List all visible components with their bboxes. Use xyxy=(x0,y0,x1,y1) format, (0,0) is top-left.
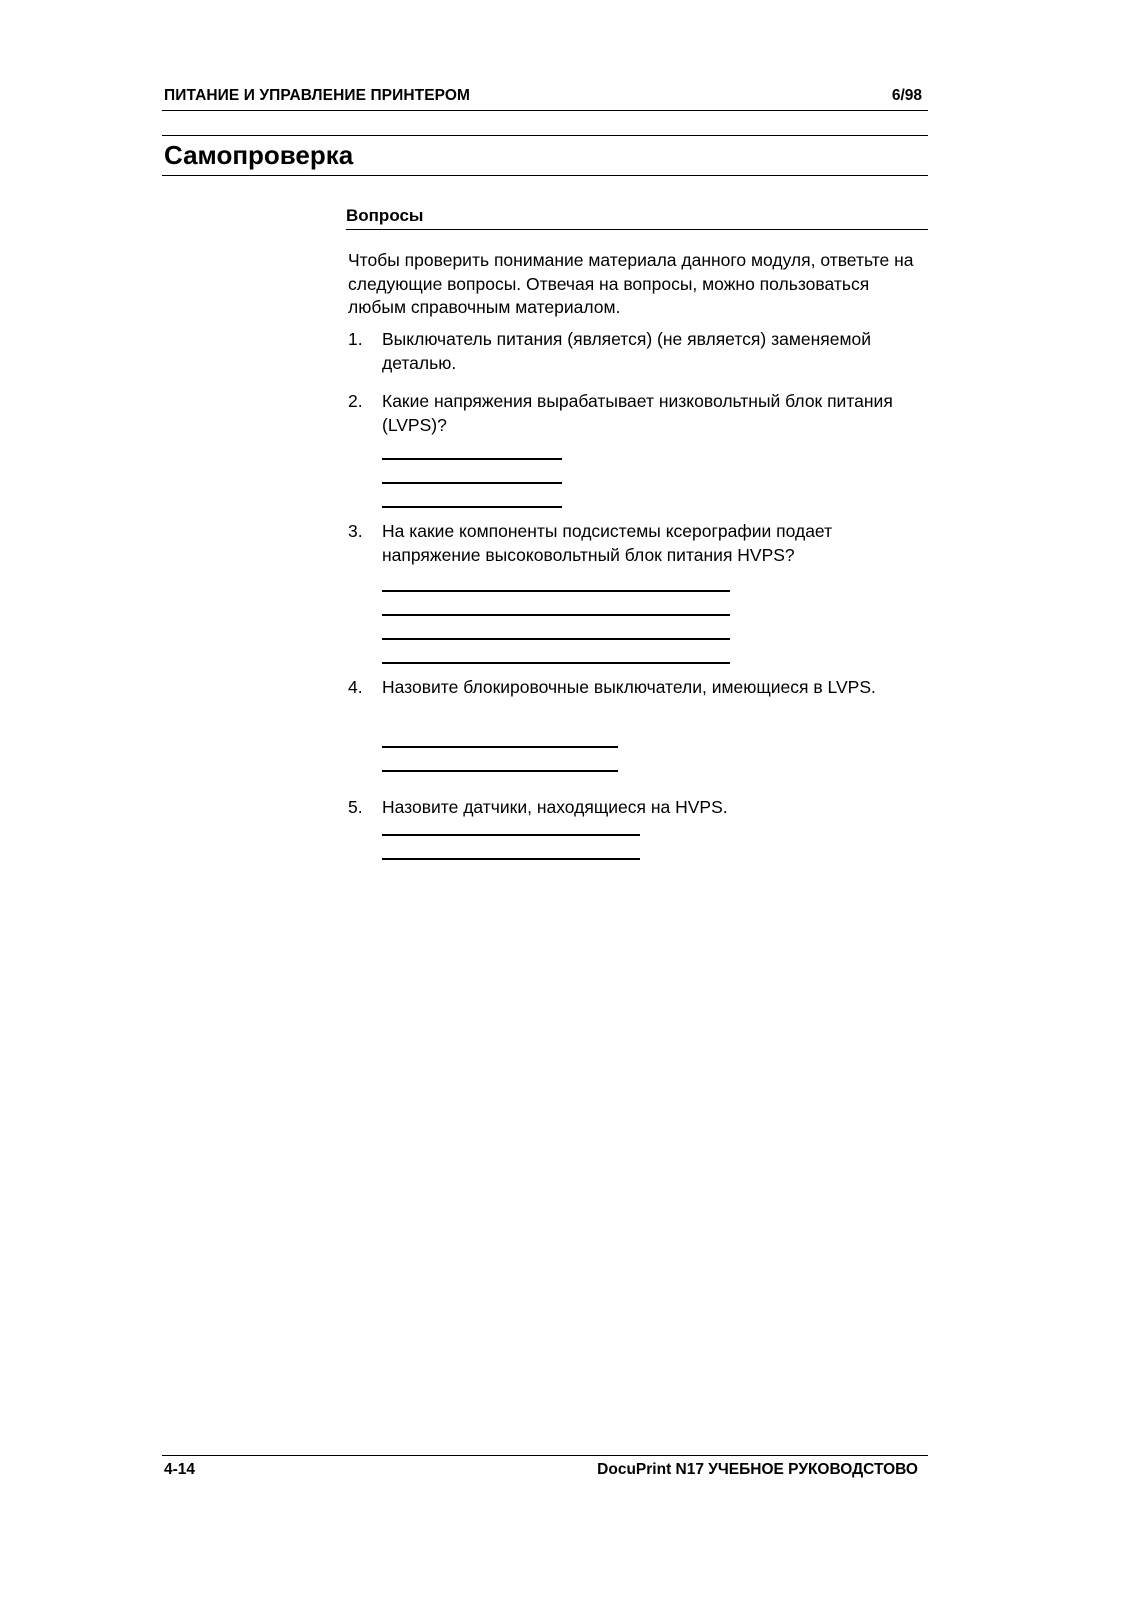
page-header xyxy=(162,84,928,111)
question-text: Назовите датчики, находящиеся на HVPS. xyxy=(382,797,728,817)
question-text: Какие напряжения вырабатывает низковольтный блок питания (LVPS)? xyxy=(382,391,893,435)
section-heading: Вопросы xyxy=(346,206,424,225)
answer-line[interactable] xyxy=(382,746,618,748)
question-number: 4. xyxy=(348,677,363,697)
header-title: ПИТАНИЕ И УПРАВЛЕНИЕ ПРИНТЕРОМ xyxy=(164,87,471,104)
answer-line[interactable] xyxy=(382,590,730,592)
answer-line[interactable] xyxy=(382,858,640,860)
section-rule xyxy=(346,229,928,230)
page-title: Самопроверка xyxy=(164,140,354,170)
intro-paragraph: Чтобы проверить понимание материала данного модуля, ответьте на следующие вопросы. Отвечая на вопросы, можно пользоваться любым справочным материалом. xyxy=(348,250,914,317)
answer-line[interactable] xyxy=(382,506,562,508)
footer-doc-title: DocuPrint N17 УЧЕБНОЕ РУКОВОДСТОВО xyxy=(597,1461,918,1478)
answer-line[interactable] xyxy=(382,458,562,460)
question-4 xyxy=(348,676,928,700)
question-5 xyxy=(348,796,928,820)
answer-line[interactable] xyxy=(382,638,730,640)
answer-line[interactable] xyxy=(382,614,730,616)
question-2 xyxy=(348,390,928,437)
question-1 xyxy=(348,328,928,375)
answer-line[interactable] xyxy=(382,770,618,772)
header-page-ref: 6/98 xyxy=(891,87,922,104)
answer-line[interactable] xyxy=(382,834,640,836)
question-number: 5. xyxy=(348,797,363,817)
answer-line[interactable] xyxy=(382,482,562,484)
question-number: 3. xyxy=(348,521,363,541)
footer-page-number: 4-14 xyxy=(164,1461,196,1478)
question-number: 1. xyxy=(348,329,363,349)
title-rule-bottom xyxy=(162,175,928,176)
question-text: Выключатель питания (является) (не является) заменяемой деталью. xyxy=(382,329,872,373)
question-3 xyxy=(348,520,928,567)
footer-rule xyxy=(162,1455,928,1456)
question-text: Назовите блокировочные выключатели, имеющиеся в LVPS. xyxy=(382,677,876,697)
title-rule-top xyxy=(162,135,928,136)
answer-line[interactable] xyxy=(382,662,730,664)
question-number: 2. xyxy=(348,391,363,411)
question-text: На какие компоненты подсистемы ксерографии подает напряжение высоковольтный блок питания HVPS? xyxy=(382,521,833,565)
